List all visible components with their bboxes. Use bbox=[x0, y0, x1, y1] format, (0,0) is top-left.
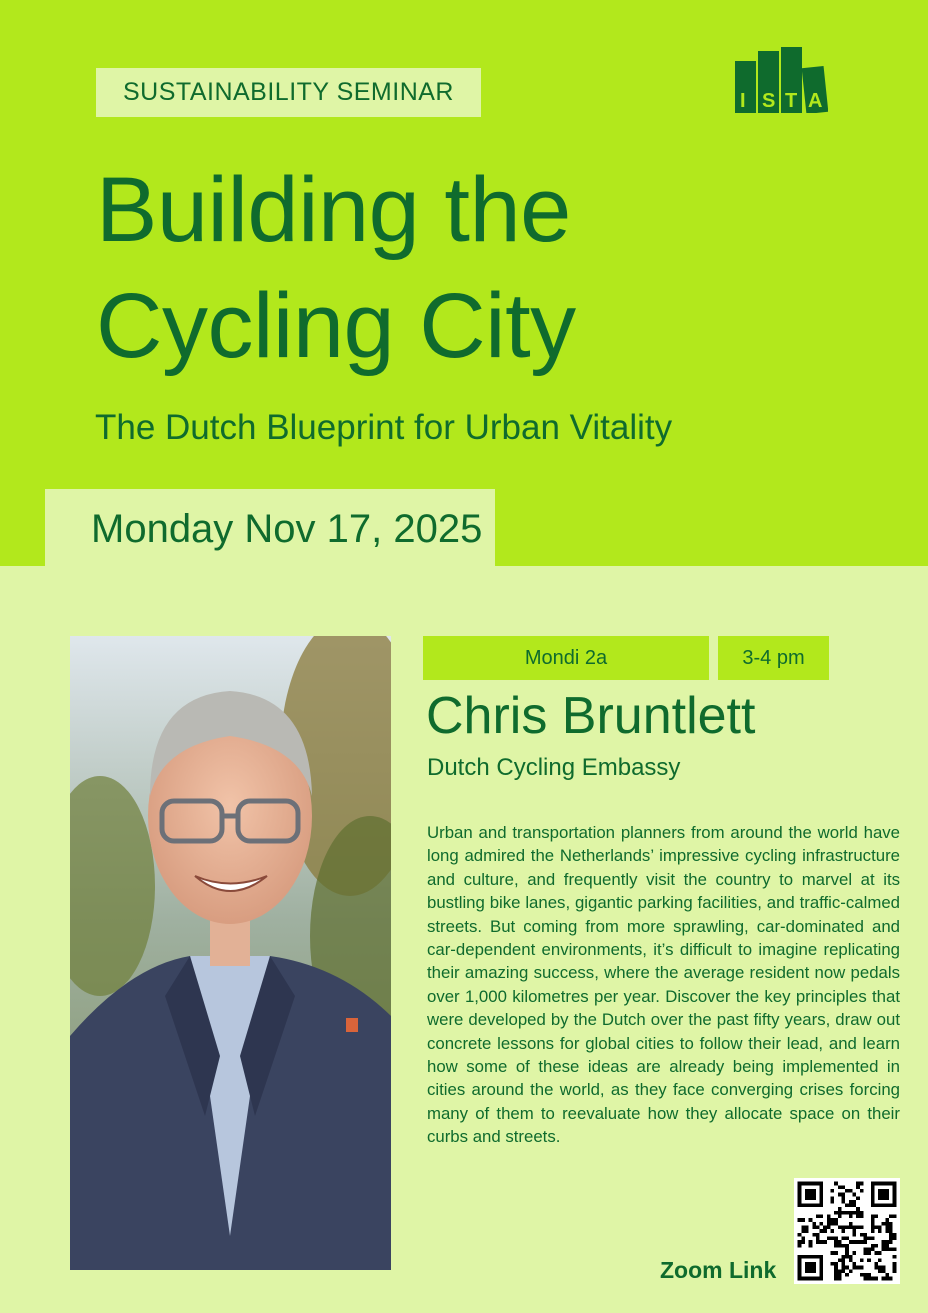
event-title bbox=[96, 152, 576, 384]
ista-logo bbox=[735, 47, 828, 113]
svg-text:T: T bbox=[785, 90, 798, 112]
speaker-affiliation: Dutch Cycling Embassy bbox=[427, 754, 681, 781]
event-subtitle: The Dutch Blueprint for Urban Vitality bbox=[95, 408, 673, 447]
time-badge: 3-4 pm bbox=[718, 636, 829, 680]
speaker-photo bbox=[70, 636, 391, 1270]
room-badge: Mondi 2a bbox=[423, 636, 709, 680]
zoom-link-label[interactable]: Zoom Link bbox=[660, 1257, 777, 1283]
svg-text:S: S bbox=[762, 90, 776, 112]
zoom-qr-code[interactable] bbox=[794, 1178, 900, 1284]
svg-text:A: A bbox=[808, 90, 823, 112]
speaker-name: Chris Bruntlett bbox=[426, 687, 756, 745]
svg-text:I: I bbox=[740, 90, 746, 112]
talk-abstract: Urban and transportation planners from around the world have long admired the Netherlands’ impressive cycling infrastructure and culture, and frequently visit the country to marvel at its bustling bike lanes, gigantic parking facilities, and traffic-calmed streets. But coming from more sprawling, car-dominated and car-dependent environments, it’s difficult to imagine replicating their amazing success, where the average resident now pedals over 1,000 kilometres per year. Discover the key principles that were developed by the Dutch over the past fifty years, draw out concrete lessons for global cities to follow their lead, and learn how some of these ideas are already being implemented in cities around the world, as they face converging crises forcing many of them to reevaluate how they allocate space on their curbs and streets. bbox=[427, 823, 900, 1147]
event-date: Monday Nov 17, 2025 bbox=[45, 489, 495, 567]
title-line-2: Cycling City bbox=[96, 275, 576, 377]
title-line-1: Building the bbox=[96, 159, 571, 261]
seminar-label: SUSTAINABILITY SEMINAR bbox=[96, 68, 481, 117]
